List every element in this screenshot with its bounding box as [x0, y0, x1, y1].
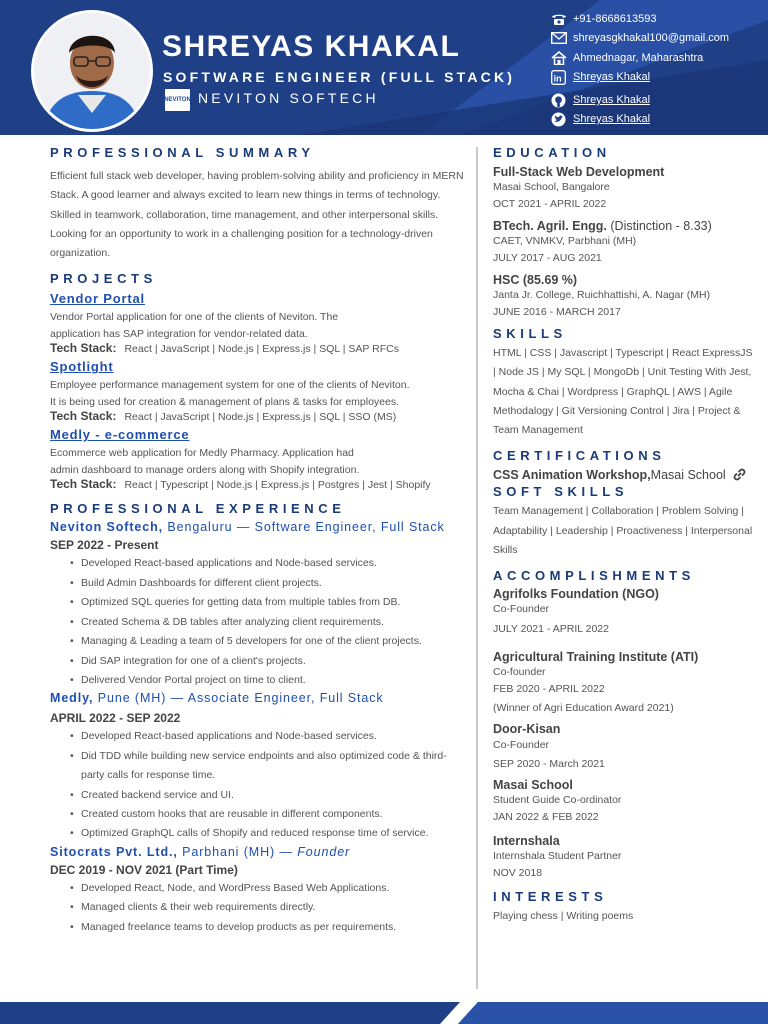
accomplishment-title: Agricultural Training Institute (ATI) — [493, 650, 699, 665]
interests-text: Playing chess | Writing poems — [493, 910, 634, 923]
education-title — [493, 273, 753, 287]
tech-stack-value: React | JavaScript | Node.js | Express.js | SQL | SSO (MS) — [124, 411, 397, 424]
education-degree: Full-Stack Web Development — [493, 165, 665, 179]
accomplishment-dates: JULY 2021 - APRIL 2022 — [493, 623, 609, 636]
project-tech-stack — [50, 409, 470, 424]
list-item: • Optimized SQL queries for getting data from multiple tables from DB. — [70, 593, 470, 612]
resume-footer — [0, 1002, 768, 1024]
project-desc-line: application has SAP integration for vendor-related data. — [50, 328, 308, 341]
job-item — [50, 520, 470, 690]
certifications-heading: CERTIFICATIONS — [493, 448, 666, 464]
accomplishment-dates: SEP 2020 - March 2021 — [493, 758, 605, 771]
accomplishment-title: Masai School — [493, 778, 573, 793]
list-item: • Managed freelance teams to develop products as per requirements. — [70, 918, 470, 937]
resume-header — [0, 0, 768, 135]
accomplishment-title: Internshala — [493, 834, 560, 849]
location-text: Ahmednagar, Maharashtra — [573, 52, 704, 64]
project-desc-line: Vendor Portal application for one of the clients of Neviton. The — [50, 311, 339, 324]
accomplishment-dates: NOV 2018 — [493, 867, 543, 880]
project-desc-line: admin dashboard to manage orders along with Shopify integration. — [50, 464, 360, 477]
contact-twitter[interactable] — [550, 112, 650, 126]
contact-github[interactable] — [550, 93, 650, 107]
profile-photo — [34, 13, 150, 129]
tech-stack-value: React | Typescript | Node.js | Express.js | Postgres | Jest | Shopify — [124, 479, 431, 492]
contact-email[interactable] — [550, 31, 729, 45]
interests-heading: INTERESTS — [493, 889, 608, 905]
list-item: • Did SAP integration for one of a client's projects. — [70, 652, 470, 671]
linkedin-link[interactable]: Shreyas Khakal — [573, 71, 651, 83]
accomplishment-note: (Winner of Agri Education Award 2021) — [493, 702, 674, 715]
email-icon — [550, 31, 567, 45]
list-item: • Managing & Leading a team of 5 developers for one of the client projects. — [70, 632, 470, 651]
twitter-icon — [550, 112, 567, 126]
job-location-role: Pune (MH) — Associate Engineer, Full Stack — [93, 691, 384, 706]
certification-title: CSS Animation Workshop, — [493, 467, 651, 482]
certification-item — [493, 467, 753, 482]
certification-issuer: Masai School — [650, 467, 726, 482]
candidate-title: SOFTWARE ENGINEER (FULL STACK) — [163, 69, 516, 85]
list-item: • Delivered Vendor Portal project on time to client. — [70, 671, 470, 690]
job-bullets — [70, 554, 470, 690]
company-logo — [165, 89, 190, 111]
accomplishment-item — [493, 587, 753, 639]
contact-location — [550, 51, 703, 65]
job-dates: SEP 2022 - Present — [50, 538, 159, 553]
summary-text: Efficient full stack web developer, having problem-solving ability and proficiency in MERN Stack. A good learner and always excited to learn new things in terms of technology. Skilled in teamwork, collaboration, time management, and other interpersonal skills. Looking for an opportunity to work in a challenging position for a technology-driven organization. — [50, 170, 464, 260]
github-icon — [550, 93, 567, 107]
job-dates: DEC 2019 - NOV 2021 (Part Time) — [50, 862, 238, 877]
list-item: • Developed React-based applications and Node-based services. — [70, 727, 470, 746]
job-location-role: Bengaluru — Software Engineer, Full Stack — [163, 520, 445, 535]
education-degree: HSC (85.69 %) — [493, 273, 578, 287]
list-item: • Optimized GraphQL calls of Shopify and reduced response time of service. — [70, 824, 470, 843]
skills-heading: SKILLS — [493, 326, 567, 341]
education-institute: Masai School, Bangalore — [493, 181, 610, 193]
list-item: • Managed clients & their web requirements directly. — [70, 898, 470, 917]
education-dates: OCT 2021 - APRIL 2022 — [493, 198, 607, 210]
accomplishment-role: Student Guide Co-ordinator — [493, 794, 622, 807]
job-header — [50, 691, 470, 705]
projects-heading: PROJECTS — [50, 271, 157, 287]
list-item: • Build Admin Dashboards for different client projects. — [70, 574, 470, 593]
accomplishment-title: Door-Kisan — [493, 722, 561, 737]
column-divider — [476, 147, 478, 989]
accomplishment-item — [493, 834, 753, 883]
soft-skills-text: Team Management | Collaboration | Problem Solving | Adaptability | Leadership | Proactiveness | Interpersonal Skills — [493, 505, 753, 557]
education-item — [493, 273, 753, 322]
job-location-role: Parbhani (MH) — — [177, 844, 298, 859]
list-item: • Developed React-based applications and Node-based services. — [70, 554, 470, 573]
soft-skills-heading: SOFT SKILLS — [493, 484, 629, 500]
job-item — [50, 845, 470, 937]
accomplishment-role: Internshala Student Partner — [493, 850, 622, 863]
list-item: • Created custom hooks that are reusable in different components. — [70, 805, 470, 824]
project-item — [50, 290, 470, 356]
experience-heading: PROFESSIONAL EXPERIENCE — [50, 501, 346, 517]
job-bullets — [70, 727, 470, 843]
footer-background — [0, 1002, 768, 1024]
project-tech-stack — [50, 477, 470, 492]
summary-heading: PROFESSIONAL SUMMARY — [50, 145, 315, 160]
project-title-spotlight[interactable]: Spotlight — [50, 359, 114, 375]
project-desc-line: Ecommerce web application for Medly Pharmacy. Application had — [50, 447, 354, 460]
tech-stack-value: React | JavaScript | Node.js | Express.js | SQL | SAP RFCs — [124, 343, 399, 356]
project-desc-line: It is being used for creation & management of plans & tasks for employees. — [50, 396, 400, 409]
job-company: Medly, — [50, 691, 94, 706]
list-item: • Created Schema & DB tables after analyzing client requirements. — [70, 613, 470, 632]
skills-text: HTML | CSS | Javascript | Typescript | React ExpressJS | Node JS | My SQL | MongoDb | Unit Testing With Jest, Mocha & Chai | Wordpress | GraphQL | AWS | Agile Methodalogy | Git Versioning Control | Jira | Project & Team Management — [493, 347, 753, 437]
education-dates: JUNE 2016 - MARCH 2017 — [493, 306, 621, 318]
education-heading: EDUCATION — [493, 145, 611, 160]
project-desc-line: Employee performance management system for one of the clients of Neviton. — [50, 379, 410, 392]
accomplishment-item — [493, 778, 753, 827]
accomplishment-dates: FEB 2020 - APRIL 2022 — [493, 683, 605, 696]
project-title-vendor-portal[interactable]: Vendor Portal — [50, 291, 145, 307]
accomplishment-dates: JAN 2022 & FEB 2022 — [493, 811, 599, 824]
list-item: • Did TDD while building new service endpoints and also optimized code & third-party calls for response time. — [70, 747, 470, 786]
tech-stack-label: Tech Stack: — [50, 477, 117, 492]
education-title — [493, 219, 753, 233]
link-icon[interactable] — [732, 467, 747, 482]
tech-stack-label: Tech Stack: — [50, 341, 117, 356]
accomplishment-role: Co-Founder — [493, 739, 550, 752]
job-company: Neviton Softech, — [50, 520, 164, 535]
accomplishment-item — [493, 650, 753, 718]
education-item — [493, 219, 753, 268]
project-item — [50, 426, 470, 492]
job-header — [50, 520, 470, 534]
job-role-italic: Founder — [297, 844, 351, 859]
avatar — [31, 10, 153, 132]
accomplishment-role: Co-Founder — [493, 603, 550, 616]
list-item: • Developed React, Node, and WordPress Based Web Applications. — [70, 879, 470, 898]
list-item: • Created backend service and UI. — [70, 786, 470, 805]
accomplishment-item — [493, 722, 753, 774]
company-logo-text: NEVITON — [164, 97, 191, 103]
tech-stack-label: Tech Stack: — [50, 409, 117, 424]
accomplishments-heading: ACCOMPLISHMENTS — [493, 568, 695, 584]
candidate-name: SHREYAS KHAKAL — [162, 30, 461, 63]
phone-icon — [550, 12, 567, 26]
job-bullets — [70, 879, 470, 937]
contact-linkedin[interactable] — [550, 70, 650, 84]
education-institute: Janta Jr. College, Ruichhattishi, A. Nagar (MH) — [493, 289, 711, 301]
accomplishment-title: Agrifolks Foundation (NGO) — [493, 587, 659, 602]
education-item — [493, 165, 753, 214]
education-dates: JULY 2017 - AUG 2021 — [493, 252, 602, 264]
education-extra: (Distinction - 8.33) — [606, 219, 712, 233]
email-text[interactable]: shreyasgkhakal100@gmail.com — [573, 32, 730, 44]
home-icon — [550, 51, 567, 65]
job-item — [50, 691, 470, 843]
job-company: Sitocrats Pvt. Ltd., — [50, 844, 178, 859]
svg-text:in: in — [553, 73, 562, 83]
education-institute: CAET, VNMKV, Parbhani (MH) — [493, 235, 637, 247]
twitter-link[interactable]: Shreyas Khakal — [573, 113, 651, 125]
project-item — [50, 358, 470, 424]
project-tech-stack — [50, 341, 470, 356]
accomplishment-role: Co-founder — [493, 666, 546, 679]
education-title — [493, 165, 753, 179]
right-column — [493, 145, 753, 927]
left-column — [50, 145, 470, 937]
education-degree: BTech. Agril. Engg. — [493, 219, 607, 233]
project-title-medly[interactable]: Medly - e-commerce — [50, 427, 190, 443]
linkedin-icon — [550, 70, 567, 84]
job-header — [50, 845, 470, 859]
contact-phone — [550, 12, 657, 26]
github-link[interactable]: Shreyas Khakal — [573, 94, 651, 106]
phone-text: +91-8668613593 — [573, 13, 657, 25]
job-dates: APRIL 2022 - SEP 2022 — [50, 711, 181, 726]
current-company: NEVITON SOFTECH — [198, 90, 379, 106]
